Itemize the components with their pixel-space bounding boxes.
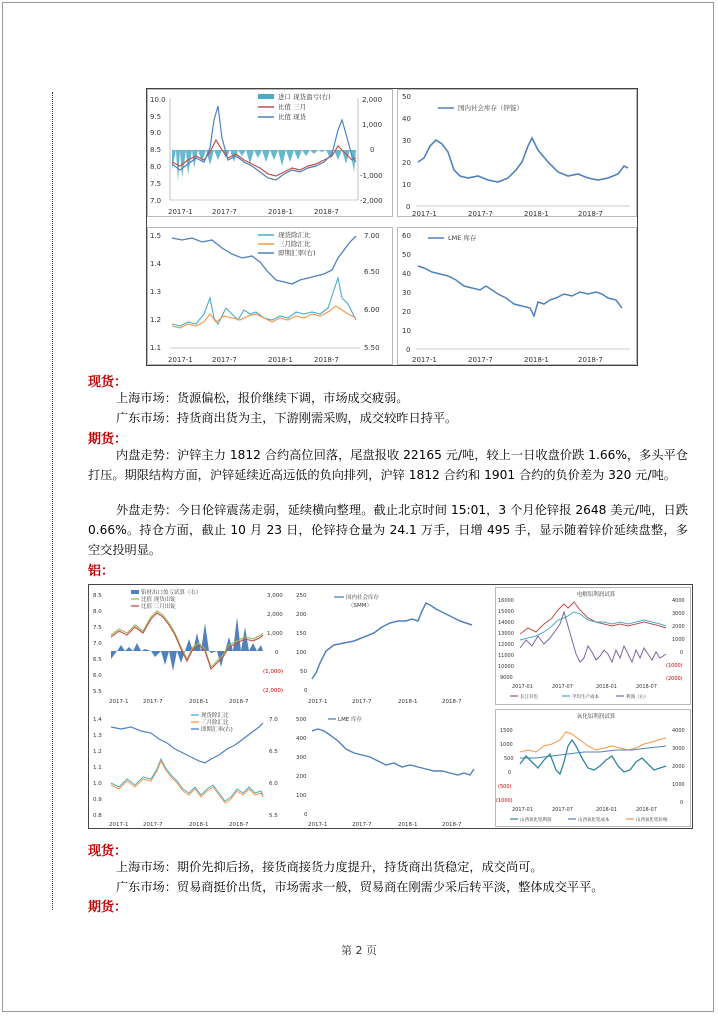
zinc-fx-ratio-svg <box>148 228 392 364</box>
al-lme-inventory-chart <box>294 709 490 827</box>
binding-margin-line <box>52 92 53 910</box>
al-spot-fx-ratio-line <box>111 759 263 801</box>
y-tick: 30 <box>402 289 411 297</box>
x-tick: 2017-1 <box>412 356 437 364</box>
y2-tick: 3,000 <box>267 593 283 599</box>
y2-tick: 3000 <box>672 611 685 617</box>
y-tick: 1500 <box>500 728 513 734</box>
x-tick: 2018-01 <box>596 684 617 690</box>
y-tick: 1.2 <box>93 749 102 755</box>
y-tick: 0 <box>304 812 308 818</box>
legend-label: 山西氧化铝利润 <box>520 818 552 823</box>
al-smelter-profit-chart <box>495 587 691 705</box>
zinc-3m-fx-ratio-line <box>172 306 356 328</box>
legend-label: LME 库存 <box>338 717 363 723</box>
legend-label: 现货除汇比 <box>201 713 229 719</box>
alumina-profit-svg <box>496 710 690 826</box>
al-fx-ratio-svg <box>91 709 287 827</box>
legend-label: 比值 现货 <box>278 113 307 121</box>
y-tick: 1.3 <box>93 733 102 739</box>
y-tick: 9.5 <box>150 113 162 121</box>
zinc-fx-rate-line <box>172 236 356 284</box>
legend-label: 铝材出口盈亏试算（右） <box>141 590 202 596</box>
y-tick: 150 <box>296 631 307 637</box>
zinc-futures-domestic: 内盘走势：沪锌主力 1812 合约高位回落，尾盘报收 22165 元/吨，较上一日收盘价跌 1.66%，多头平仓打压。期限结构方面，沪锌延续近高远低的负向排列，沪锌 1812 合约和 1901 合约的负价差为 320 元/吨。 <box>88 448 688 482</box>
y2-tick: (1,000) <box>263 669 284 675</box>
y-tick: 100 <box>296 793 307 799</box>
x-tick: 2017-7 <box>143 822 163 827</box>
y-tick: 6.5 <box>93 657 102 663</box>
y2-tick: 1,000 <box>267 631 283 637</box>
x-tick: 2018-7 <box>578 210 603 216</box>
y-tick: 50 <box>402 251 411 259</box>
aluminum-section-heading: 铝： <box>88 564 115 579</box>
al-spot-guangdong: 广东市场：贸易商挺价出货，市场需求一般，贸易商在刚需少采后转平淡，整体成交平平。 <box>116 880 604 894</box>
zinc-domestic-inventory-line <box>418 138 628 182</box>
zinc-lme-inventory-svg <box>398 228 636 364</box>
al-fx-rate-line <box>111 723 263 763</box>
y2-tick: 5.5 <box>269 813 278 819</box>
x-tick: 2018-7 <box>442 822 462 827</box>
al-spot-heading: 现货： <box>88 844 128 859</box>
y-tick: 500 <box>296 717 307 723</box>
x-tick: 2017-7 <box>468 210 493 216</box>
y-tick: 12000 <box>498 642 514 648</box>
zinc-spot-fx-ratio-line <box>172 278 356 326</box>
y-tick: 20 <box>402 159 411 167</box>
zinc-figure <box>146 88 638 366</box>
y-tick: 100 <box>296 650 307 656</box>
y-tick: 250 <box>296 593 307 599</box>
x-tick: 2018-7 <box>229 822 249 827</box>
y2-tick: 2000 <box>672 764 685 770</box>
x-tick: 2018-1 <box>268 208 293 216</box>
x-tick: 2018-1 <box>189 699 209 705</box>
y-tick: 13000 <box>498 631 514 637</box>
legend-label: 即期汇率(右) <box>278 249 316 257</box>
y-tick: (1000) <box>496 798 513 804</box>
zinc-spot-heading: 现货： <box>88 375 128 390</box>
zinc-domestic-inventory-chart <box>397 89 637 217</box>
y2-tick: 3000 <box>672 746 685 752</box>
x-tick: 2017-01 <box>512 684 533 690</box>
al-domestic-inventory-svg <box>294 587 490 705</box>
y-tick: 14000 <box>498 620 514 626</box>
y-tick: 1000 <box>500 742 513 748</box>
y2-tick: 6.5 <box>269 749 278 755</box>
y2-tick: 7.00 <box>364 232 380 240</box>
y-tick: 400 <box>296 736 307 742</box>
legend-label: 国内社会库存（锌锭） <box>458 104 523 112</box>
y2-tick: 0 <box>275 650 279 656</box>
y-tick: 1.3 <box>150 288 162 296</box>
x-tick: 2018-01 <box>596 807 617 813</box>
y-tick: 1.5 <box>150 232 162 240</box>
alumina-profit-chart <box>495 709 691 827</box>
y2-tick: 2,000 <box>267 612 283 618</box>
x-tick: 2018-1 <box>524 210 549 216</box>
y2-tick: 6.50 <box>364 268 380 276</box>
legend-label: （SMM） <box>348 603 372 609</box>
y-tick: 7.0 <box>150 197 162 205</box>
y2-tick: -2,000 <box>360 197 383 205</box>
y-tick: 15000 <box>498 609 514 615</box>
zinc-ratio-svg <box>148 90 392 216</box>
x-tick: 2017-7 <box>143 699 163 705</box>
y-tick: 50 <box>300 669 307 675</box>
legend-label: 即期汇率(右) <box>201 727 233 733</box>
zinc-domestic-inventory-svg <box>398 90 636 216</box>
legend-label: LME 库存 <box>448 234 477 242</box>
y2-tick: 1000 <box>672 782 685 788</box>
y-tick: 40 <box>402 115 411 123</box>
y-tick: 8.5 <box>150 146 162 154</box>
y2-tick: 0 <box>680 650 684 656</box>
legend-label: 现货除汇比 <box>278 231 311 239</box>
x-tick: 2017-1 <box>109 822 129 827</box>
y-tick: 1.4 <box>150 260 162 268</box>
y-tick: 0.8 <box>93 813 102 819</box>
legend-label: 长江有色 <box>520 695 538 700</box>
zinc-fx-ratio-chart <box>147 227 393 365</box>
x-tick: 2018-07 <box>636 807 657 813</box>
x-tick: 2018-7 <box>229 699 249 705</box>
chart-title: 氧化铝利润试算 <box>576 714 616 720</box>
x-tick: 2018-7 <box>578 356 603 364</box>
x-tick: 2017-07 <box>552 807 573 813</box>
y-tick: 6.0 <box>93 673 102 679</box>
y-tick: 7.5 <box>150 180 162 188</box>
x-tick: 2017-01 <box>512 807 533 813</box>
y2-tick: -1,000 <box>360 172 383 180</box>
y-tick: 300 <box>296 755 307 761</box>
x-tick: 2018-1 <box>189 822 209 827</box>
y-tick: 7.5 <box>93 625 102 631</box>
y-tick: 20 <box>402 308 411 316</box>
legend-label: 比值 三月 <box>278 103 307 111</box>
page-number: 第 2 页 <box>341 944 377 957</box>
al-lme-inventory-svg <box>294 709 490 827</box>
legend-label: 三月除汇比 <box>201 720 229 726</box>
al-domestic-inventory-line <box>312 603 472 679</box>
alumina-price-line <box>520 732 666 752</box>
y-tick: 40 <box>402 270 411 278</box>
x-tick: 2017-7 <box>212 208 237 216</box>
y-tick: 500 <box>504 756 514 762</box>
zinc-futures-heading: 期货： <box>88 432 128 447</box>
x-tick: 2017-1 <box>109 699 129 705</box>
y2-tick: 2,000 <box>362 96 383 104</box>
y-tick: 10 <box>402 327 411 335</box>
al-smelter-profit-svg <box>496 588 690 704</box>
legend-label: 山西氧化铝成本 <box>578 818 610 823</box>
zinc-futures-foreign: 外盘走势：今日伦锌震荡走弱，延续横向整理。截止北京时间 15:01，3 个月伦锌报 2648 美元/吨，日跌 0.66%。持仓方面，截止 10 月 23 日，伦锌持仓量为 24.1 万手，日增 495 手，显示随着锌价延续盘整，多空交投明显。 <box>88 503 688 557</box>
y-tick: 0 <box>406 203 411 211</box>
chart-title: 电解铝利润试算 <box>576 592 616 598</box>
y2-tick: (2,000) <box>263 688 284 694</box>
y-tick: 0 <box>406 346 411 354</box>
y-tick: 1.1 <box>150 344 162 352</box>
x-tick: 2018-7 <box>442 699 462 705</box>
y-tick: 9.0 <box>150 129 162 137</box>
y2-tick: 6.00 <box>364 306 380 314</box>
legend-swatch <box>258 94 274 99</box>
al-domestic-inventory-chart <box>294 587 490 705</box>
x-tick: 2017-7 <box>468 356 493 364</box>
y2-tick: 6.0 <box>269 781 278 787</box>
al-fx-ratio-chart <box>91 709 287 827</box>
x-tick: 2017-1 <box>412 210 437 216</box>
x-tick: 2017-7 <box>212 356 237 364</box>
y-tick: 1.4 <box>93 717 102 723</box>
y2-tick: 4000 <box>672 598 685 604</box>
y-tick: 16000 <box>498 598 514 604</box>
legend-label: 进口 现货盈亏(右) <box>278 93 331 101</box>
y-tick: 1.1 <box>93 765 102 771</box>
legend-label: 平均生产成本 <box>572 695 599 700</box>
y2-tick: (1000) <box>666 663 683 669</box>
y2-tick: 4000 <box>672 728 685 734</box>
y-tick: 11000 <box>498 653 514 659</box>
x-tick: 2018-1 <box>524 356 549 364</box>
y2-tick: 1,000 <box>362 121 383 129</box>
y-tick: 200 <box>296 612 307 618</box>
al-3m-ratio-line <box>111 613 263 669</box>
x-tick: 2018-1 <box>398 822 418 827</box>
aluminum-figure <box>88 584 693 829</box>
zinc-spot-shanghai: 上海市场：货源偏松，报价继续下调，市场成交疲弱。 <box>116 391 409 405</box>
x-tick: 2017-1 <box>168 208 193 216</box>
x-tick: 2017-07 <box>552 684 573 690</box>
x-tick: 2018-7 <box>314 208 339 216</box>
legend-label: 山西氧化铝价格 <box>636 818 668 823</box>
legend-label: 利润（右） <box>626 695 649 700</box>
x-tick: 2018-1 <box>398 699 418 705</box>
al-export-ratio-chart <box>91 587 287 705</box>
legend-label: 比值 三月出锭 <box>141 604 176 610</box>
x-tick: 2018-1 <box>268 356 293 364</box>
y2-tick: 2000 <box>672 624 685 630</box>
y2-tick: 0 <box>370 146 375 154</box>
y2-tick: 0 <box>680 800 684 806</box>
y2-tick: (2000) <box>666 676 683 682</box>
y-tick: 7.0 <box>93 641 102 647</box>
y-tick: 200 <box>296 774 307 780</box>
x-tick: 2018-7 <box>314 356 339 364</box>
x-tick: 2017-7 <box>352 699 372 705</box>
y-tick: 0.9 <box>93 797 102 803</box>
y-tick: 8.0 <box>93 609 102 615</box>
y-tick: 5.5 <box>93 689 102 695</box>
y-tick: 30 <box>402 137 411 145</box>
y-tick: 10000 <box>498 664 514 670</box>
y-tick: 0 <box>304 688 308 694</box>
y-tick: 10.0 <box>150 96 166 104</box>
y-tick: 60 <box>402 232 411 240</box>
legend-label: 国内社会库存 <box>346 595 380 601</box>
y2-tick: 7.0 <box>269 717 278 723</box>
al-export-ratio-svg <box>91 587 287 705</box>
al-spot-ratio-line <box>111 611 263 667</box>
y-tick: 0 <box>508 770 512 776</box>
zinc-lme-inventory-chart <box>397 227 637 365</box>
y-tick: 9000 <box>500 675 513 681</box>
y-tick: (500) <box>498 784 512 790</box>
al-futures-heading: 期货： <box>88 900 128 915</box>
x-tick: 2017-1 <box>168 356 193 364</box>
y-tick: 10 <box>402 181 411 189</box>
al-spot-shanghai: 上海市场：期价先抑后扬，接货商接货力度提升，持货商出货稳定，成交尚可。 <box>116 860 543 874</box>
zinc-lme-inventory-line <box>418 266 622 316</box>
y-tick: 1.0 <box>93 781 102 787</box>
al-profit-line <box>520 612 666 662</box>
y2-tick: 1000 <box>672 637 685 643</box>
y-tick: 8.0 <box>150 163 162 171</box>
al-changjiang-price-line <box>520 602 666 634</box>
al-export-pnl-bars <box>111 617 263 671</box>
x-tick: 2017-1 <box>308 699 328 705</box>
y2-tick: 5.50 <box>364 344 380 352</box>
zinc-spot-guangdong: 广东市场：持货商出货为主，下游刚需采购，成交较昨日持平。 <box>116 411 458 425</box>
legend-label: 比值 现货出锭 <box>141 597 176 603</box>
zinc-pnl-bars <box>172 150 356 182</box>
al-3m-fx-ratio-line <box>111 761 263 803</box>
y-tick: 1.2 <box>150 316 162 324</box>
x-tick: 2018-07 <box>636 684 657 690</box>
legend-label: 三月除汇比 <box>278 240 311 248</box>
x-tick: 2017-7 <box>352 822 372 827</box>
y-tick: 50 <box>402 93 411 101</box>
y-tick: 8.5 <box>93 593 102 599</box>
x-tick: 2017-1 <box>308 822 328 827</box>
zinc-ratio-chart <box>147 89 393 217</box>
al-lme-inventory-line <box>312 729 474 775</box>
